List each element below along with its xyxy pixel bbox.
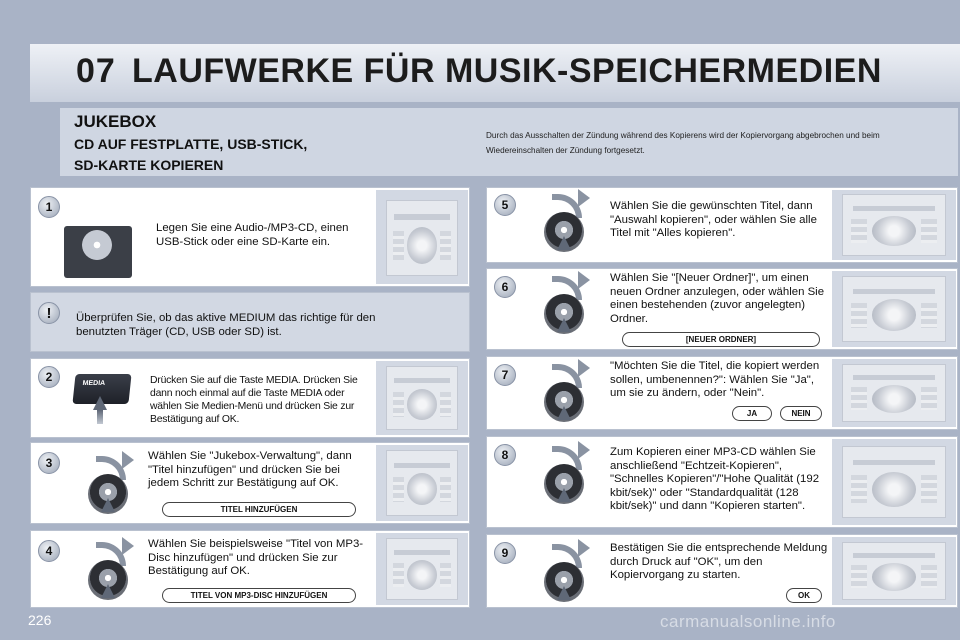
page-title: LAUFWERKE FÜR MUSIK-SPEICHERMEDIEN: [132, 52, 882, 90]
warning-icon: !: [38, 302, 60, 324]
nein-button[interactable]: NEIN: [780, 406, 822, 421]
step-number-6: 6: [494, 276, 516, 298]
radio-thumbnail-8: [842, 446, 946, 518]
jukebox-subtitle-line2: SD-KARTE KOPIEREN: [74, 157, 224, 173]
jukebox-subtitle: [74, 134, 307, 176]
radio-thumbnail-1: [386, 200, 458, 276]
press-arrow-icon: [557, 236, 571, 250]
press-arrow-icon: [101, 584, 115, 598]
press-arrow-icon: [557, 488, 571, 502]
cd-disc-icon: [82, 230, 112, 260]
step-text-7: "Möchten Sie die Titel, die kopiert werden sollen, umbenennen?": Wählen Sie "Ja", um sie zu ändern, oder "Nein".: [610, 360, 820, 399]
rotate-arrow-head-icon: [578, 539, 590, 557]
chapter-number: 07: [76, 52, 116, 90]
step-number-7: 7: [494, 364, 516, 386]
radio-thumbnail-5: [842, 194, 946, 256]
radio-thumbnail-6: [842, 276, 946, 342]
arrow-up-icon: [93, 396, 107, 410]
rotate-arrow-head-icon: [578, 271, 590, 289]
radio-thumbnail-9: [842, 542, 946, 600]
step-text-9: Bestätigen Sie die entsprechende Meldung durch Druck auf "OK", um den Kopiervorgang zu starten.: [610, 542, 828, 581]
step-number-1: 1: [38, 196, 60, 218]
press-arrow-icon: [101, 498, 115, 512]
neuer-ordner-button[interactable]: [NEUER ORDNER]: [622, 332, 820, 347]
ok-button[interactable]: OK: [786, 588, 822, 603]
rotate-arrow-head-icon: [578, 359, 590, 377]
media-key-icon: MEDIA: [72, 374, 131, 404]
step-text-5: Wählen Sie die gewünschten Titel, dann "Auswahl kopieren", oder wählen Sie alle Titel mit "Alles kopieren".: [610, 200, 817, 239]
radio-thumbnail-3: [386, 450, 458, 516]
step-number-5: 5: [494, 194, 516, 216]
step-number-3: 3: [38, 452, 60, 474]
step-number-9: 9: [494, 542, 516, 564]
step-number-2: 2: [38, 366, 60, 388]
titel-hinzufuegen-button[interactable]: TITEL HINZUFÜGEN: [162, 502, 356, 517]
radio-thumbnail-4: [386, 538, 458, 600]
rotate-arrow-head-icon: [122, 537, 134, 555]
press-arrow-icon: [557, 318, 571, 332]
page-number: 226: [28, 612, 52, 628]
step-text-8: Zum Kopieren einer MP3-CD wählen Sie anschließend "Echtzeit-Kopieren", "Schnelles Kopieren"/"Hohe Qualität (192 kbit/sek)" oder "Standardqualität (128 kbit/sek)" und dann "Kopieren starten".: [610, 446, 820, 512]
press-arrow-icon: [557, 586, 571, 600]
cd-player-image: [64, 226, 132, 278]
warning-text: Überprüfen Sie, ob das aktive MEDIUM das richtige für den benutzten Träger (CD, USB oder SD) ist.: [76, 312, 376, 338]
arrow-up-stem: [97, 410, 103, 424]
step-text-6: Wählen Sie "[Neuer Ordner]", um einen neuen Ordner anzulegen, oder wählen Sie einen bestehenden (zuvor angelegten) Ordner.: [610, 272, 825, 325]
ja-button[interactable]: JA: [732, 406, 772, 421]
info-text: Durch das Ausschalten der Zündung während des Kopierens wird der Kopiervorgang abgebrochen und beim Wiedereinschalten der Zündung fortgesetzt.: [486, 131, 880, 155]
step-number-8: 8: [494, 444, 516, 466]
jukebox-title: JUKEBOX: [74, 112, 157, 131]
rotate-arrow-head-icon: [578, 441, 590, 459]
press-arrow-icon: [557, 406, 571, 420]
step-text-3: Wählen Sie "Jukebox-Verwaltung", dann "Titel hinzufügen" und drücken Sie bei jedem Schritt zur Bestätigung auf OK.: [148, 450, 352, 489]
step-text-2: Drücken Sie auf die Taste MEDIA. Drücken Sie dann noch einmal auf die Taste MEDIA oder wählen Sie Medien-Menü und drücken Sie zur Bestätigung auf OK.: [150, 375, 358, 425]
rotate-arrow-head-icon: [578, 189, 590, 207]
step-number-4: 4: [38, 540, 60, 562]
watermark: carmanualsonline.info: [660, 612, 836, 631]
radio-thumbnail-7: [842, 364, 946, 422]
step-text-4: Wählen Sie beispielsweise "Titel von MP3-Disc hinzufügen" und drücken Sie zur Bestätigung auf OK.: [148, 538, 364, 577]
jukebox-subtitle-line1: CD AUF FESTPLATTE, USB-STICK,: [74, 136, 308, 152]
titel-von-mp3-disc-button[interactable]: TITEL VON MP3-DISC HINZUFÜGEN: [162, 588, 356, 603]
step-text-1: Legen Sie eine Audio-/MP3-CD, einen USB-Stick oder eine SD-Karte ein.: [156, 222, 349, 248]
rotate-arrow-head-icon: [122, 451, 134, 469]
radio-thumbnail-2: [386, 366, 458, 430]
